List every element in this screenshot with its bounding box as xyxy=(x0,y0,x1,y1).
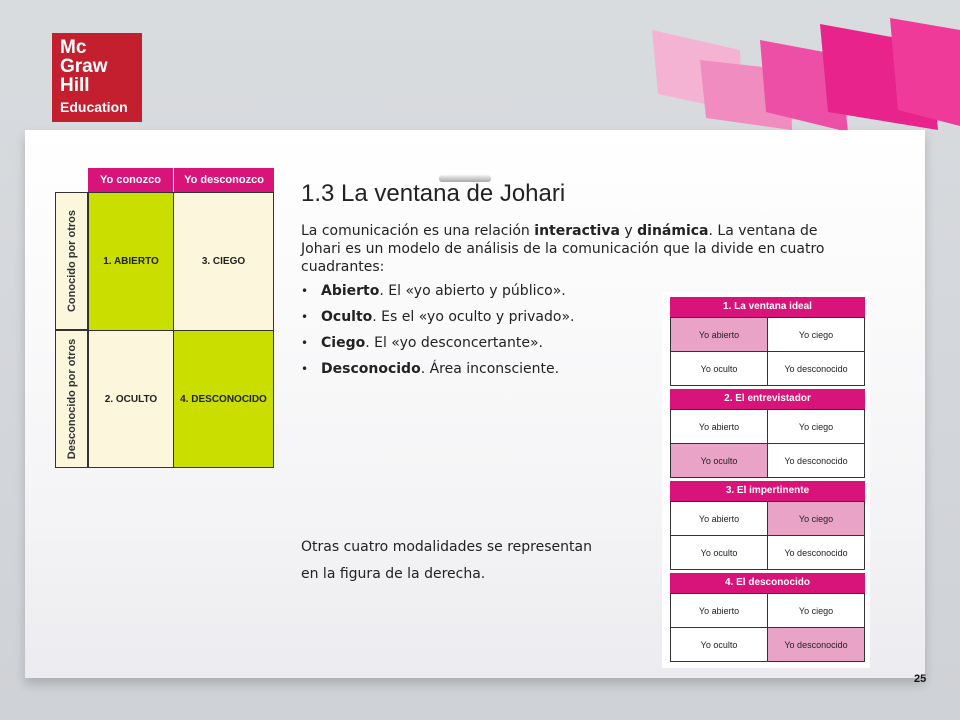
variant-cell: Yo abierto xyxy=(670,409,768,444)
decorative-ribbons xyxy=(630,0,960,140)
logo-line-2: Graw xyxy=(60,56,108,77)
johari-variants-table xyxy=(662,292,870,668)
variant-title: 1. La ventana ideal xyxy=(670,297,865,317)
variant-cell: Yo abierto xyxy=(670,501,768,536)
mcgraw-hill-logo xyxy=(52,33,142,122)
list-item xyxy=(301,282,574,308)
list-item xyxy=(301,308,574,334)
list-item xyxy=(301,334,574,360)
list-item-desc: . Área inconsciente. xyxy=(420,361,560,377)
johari-cell-abierto: 1. ABIERTO xyxy=(88,192,174,331)
variant-cell: Yo oculto xyxy=(670,351,768,386)
variant-cell: Yo desconocido xyxy=(767,443,865,478)
johari-col-header: Yo conozco xyxy=(88,168,173,192)
variant-cell: Yo abierto xyxy=(670,593,768,628)
johari-row-label: Desconocido por otros xyxy=(65,338,78,460)
logo-line-3: Hill xyxy=(60,75,90,96)
variant-cell: Yo desconocido xyxy=(767,535,865,570)
variant-cell: Yo oculto xyxy=(670,535,768,570)
list-item xyxy=(301,360,574,386)
intro-text: . La ventana de Johari es un modelo de análisis de la comunicación que la divide en cuatro cuadrantes: xyxy=(301,223,825,275)
variant-cell: Yo oculto xyxy=(670,443,768,478)
page-number: 25 xyxy=(914,673,927,685)
outro-text: Otras cuatro modalidades se representan xyxy=(301,539,592,555)
intro-text: y xyxy=(619,223,638,239)
logo-line-4: Education xyxy=(60,99,128,115)
johari-cell-oculto: 2. OCULTO xyxy=(88,330,174,468)
variant-title: 4. El desconocido xyxy=(670,573,865,593)
intro-bold-term: interactiva xyxy=(534,223,620,239)
johari-col-header: Yo desconozco xyxy=(174,168,274,192)
johari-row-header xyxy=(55,192,88,330)
outro-text: en la figura de la derecha. xyxy=(301,566,486,582)
variant-cell: Yo ciego xyxy=(767,317,865,352)
list-item-term: Abierto xyxy=(321,283,380,299)
variant-cell: Yo desconocido xyxy=(767,351,865,386)
list-item-term: Ciego xyxy=(321,335,366,351)
johari-row-label: Conocido por otros xyxy=(65,209,78,313)
variant-cell: Yo ciego xyxy=(767,409,865,444)
variant-cell: Yo oculto xyxy=(670,627,768,662)
variant-cell: Yo desconocido xyxy=(767,627,865,662)
johari-cell-desconocido: 4. DESCONOCIDO xyxy=(173,330,274,468)
list-item-desc: . El «yo abierto y público». xyxy=(379,283,566,299)
variant-cell: Yo ciego xyxy=(767,593,865,628)
variant-cell: Yo abierto xyxy=(670,317,768,352)
list-item-desc: . El «yo desconcertante». xyxy=(365,335,543,351)
intro-text: La comunicación es una relación xyxy=(301,223,535,239)
variant-title: 3. El impertinente xyxy=(670,481,865,501)
list-item-term: Desconocido xyxy=(321,361,421,377)
johari-cell-ciego: 3. CIEGO xyxy=(173,192,274,331)
intro-paragraph xyxy=(301,222,861,276)
page-title: 1.3 La ventana de Johari xyxy=(301,180,566,207)
variant-cell: Yo ciego xyxy=(767,501,865,536)
johari-window xyxy=(55,168,275,468)
variant-title: 2. El entrevistador xyxy=(670,389,865,409)
logo-line-1: Mc xyxy=(60,37,87,58)
johari-row-header xyxy=(55,330,88,468)
list-item-term: Oculto xyxy=(321,309,373,325)
quadrant-list xyxy=(301,282,574,386)
list-item-desc: . Es el «yo oculto y privado». xyxy=(372,309,575,325)
intro-bold-term: dinámica xyxy=(637,223,709,239)
